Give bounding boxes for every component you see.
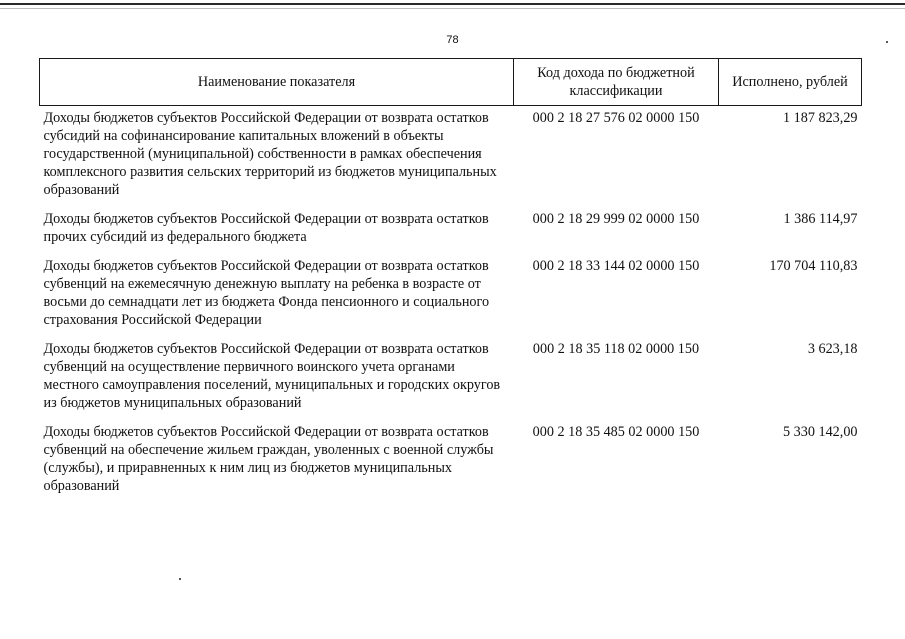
row-code: 000 2 18 29 999 02 0000 150 — [532, 211, 700, 227]
table-header-row — [40, 59, 862, 106]
table-row — [40, 207, 862, 254]
row-name: Доходы бюджетов субъектов Российской Федерации от возврата остатков субвенций на обеспечение жильем граждан, уволенных с военной службы (службы), и приравненных к ним лиц из бюджетов муниципальных образований — [43, 424, 494, 494]
row-amount: 1 386 114,97 — [783, 211, 858, 227]
header-amount: Исполнено, рублей — [719, 59, 862, 106]
scan-speck — [179, 578, 181, 580]
row-amount: 3 623,18 — [807, 341, 858, 357]
table-row — [40, 337, 862, 420]
scan-top-border — [0, 3, 905, 5]
row-code: 000 2 18 35 485 02 0000 150 — [532, 424, 700, 440]
header-code: Код дохода по бюджетной классификации — [514, 59, 719, 106]
row-name: Доходы бюджетов субъектов Российской Федерации от возврата остатков субсидий на софинансирование капитальных вложений в объекты государственной (муниципальной) собственности в рамках обеспечения комплексного развития сельских территорий из бюджетов муниципальных образований — [43, 110, 497, 198]
row-amount: 170 704 110,83 — [769, 258, 858, 274]
row-name: Доходы бюджетов субъектов Российской Федерации от возврата остатков прочих субсидий из федерального бюджета — [43, 211, 489, 245]
table-row — [40, 254, 862, 337]
row-amount: 5 330 142,00 — [783, 424, 858, 440]
row-code: 000 2 18 35 118 02 0000 150 — [532, 341, 700, 357]
header-name: Наименование показателя — [40, 59, 514, 106]
scan-speck — [886, 41, 888, 43]
budget-income-table — [39, 58, 862, 503]
page-number: 78 — [446, 34, 459, 46]
row-code: 000 2 18 27 576 02 0000 150 — [532, 110, 700, 126]
row-name: Доходы бюджетов субъектов Российской Федерации от возврата остатков субвенций на ежемесячную денежную выплату на ребенка в возрасте от восьми до семнадцати лет из бюджета Фонда пенсионного и социального страхования Российской Федерации — [43, 258, 490, 328]
row-amount: 1 187 823,29 — [783, 110, 858, 126]
scan-top-border-thin — [0, 8, 905, 9]
table-row — [40, 106, 862, 208]
row-name: Доходы бюджетов субъектов Российской Федерации от возврата остатков субвенций на осуществление первичного воинского учета органами местного самоуправления поселений, муниципальных и городских округов из бюджетов муниципальных образований — [43, 341, 501, 411]
table-row — [40, 420, 862, 503]
row-code: 000 2 18 33 144 02 0000 150 — [532, 258, 700, 274]
